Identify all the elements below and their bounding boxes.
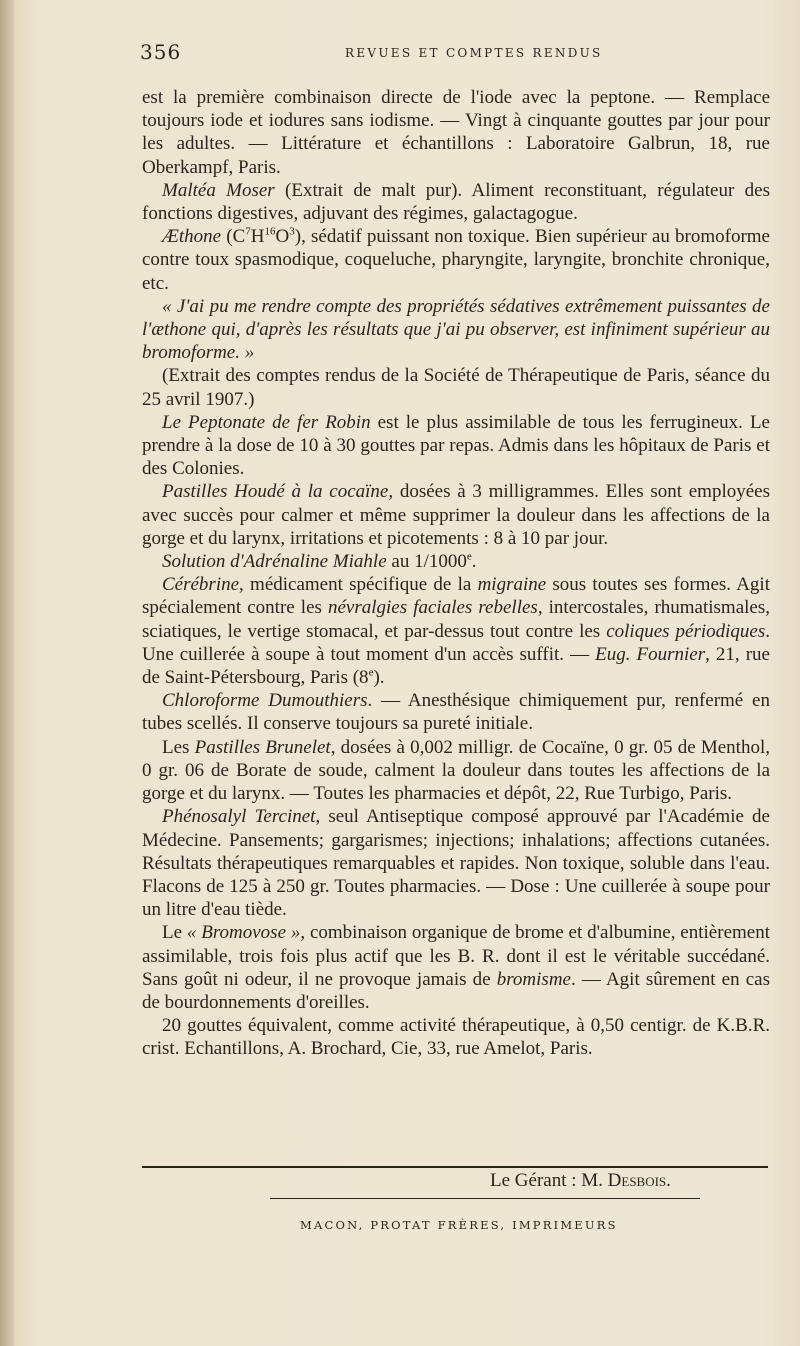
product-name: Pastilles Houdé à la cocaïne [162, 481, 389, 503]
paragraph-maltea: Maltéa Moser (Extrait de malt pur). Aliment reconstituant, régulateur des fonctions digestives, adjuvant des régimes, galactagogue. [142, 179, 770, 225]
binding-edge-shadow [0, 0, 14, 1346]
paragraph-chloroforme: Chloroforme Dumouthiers. — Anesthésique chimiquement pur, renfermé en tubes scellés. Il conserve toujours sa pureté initiale. [142, 690, 770, 735]
page-header [0, 40, 800, 66]
paragraph-source: (Extrait des comptes rendus de la Société de Thérapeutique de Paris, séance du 25 avril 1907.) [142, 365, 770, 410]
running-head: REVUES ET COMPTES RENDUS [345, 46, 603, 60]
paragraph-dosage: 20 gouttes équivalent, comme activité thérapeutique, à 0,50 centigr. de K.B.R. crist. Echantillons, A. Brochard, Cie, 33, rue Amelot, Paris. [142, 1015, 770, 1060]
printer-rule [270, 1198, 700, 1199]
paragraph-quote: « J'ai pu me rendre compte des propriétés sédatives extrêmement puissantes de l'æthone qui, d'après les résultats que j'ai pu observer, est infiniment supérieur au bromoforme. » [142, 295, 770, 364]
page-number: 356 [140, 40, 182, 64]
product-name: « Bromovose » [186, 922, 301, 944]
product-name: Maltéa Moser [162, 179, 275, 201]
product-name: Solution d'Adrénaline Miahle [162, 551, 387, 573]
product-name: Pastilles Brunelet [194, 736, 331, 758]
printer-imprint: MACON, PROTAT FRÈRES, IMPRIMEURS [300, 1218, 618, 1232]
paragraph-pastilles-houde: Pastilles Houdé à la cocaïne, dosées à 3 milligrammes. Elles sont employées avec succès pour calmer et même supprimer la douleur dans les affections de la gorge et du larynx, irritations et picotements : 8 à 10 par jour. [142, 481, 770, 549]
paragraph-peptonate: Le Peptonate de fer Robin est le plus assimilable de tous les ferrugineux. Le prendre à la dose de 10 à 30 gouttes par repas. Admis dans les hôpitaux de Paris et des Colonies. [142, 411, 770, 480]
product-name: Phénosalyl Tercinet [162, 806, 316, 828]
gerant-signature: Le Gérant : M. Desbois. [490, 1170, 671, 1191]
product-name: Cérébrine [162, 574, 240, 596]
product-name: Le Peptonate de fer Robin [162, 411, 371, 433]
paragraph-cerebrine: Cérébrine, médicament spécifique de la migraine sous toutes ses formes. Agit spécialement contre les névralgies faciales rebelles, intercostales, rhumatismales, sciatiques, le vertige stomacal, et par-dessus tout contre les coliques périodiques. Une cuillerée à soupe à tout moment d'un accès suffit. — Eug. Fournier, 21, rue de Saint-Pétersbourg, Paris (8e). [142, 574, 770, 689]
body-text [142, 86, 770, 1061]
product-name: Chloroforme Dumouthiers [162, 690, 368, 712]
product-name: Æthone [162, 226, 222, 248]
paragraph-peptone: est la première combinaison directe de l'iode avec la peptone. — Remplace toujours iode et iodures sans iodisme. — Vingt à cinquante gouttes par jour pour les adultes. — Littérature et échantillons : Laboratoire Galbrun, 18, rue Oberkampf, Paris. [142, 87, 770, 178]
footer-rule [142, 1166, 768, 1168]
paragraph-aethone: Æthone $(C^7H^{16}O^3)$, sédatif puissant non toxique. Bien supérieur au bromoforme contre toux spasmodique, coqueluche, pharyngite, laryngite, bronchite chronique, etc. [142, 225, 770, 294]
paragraph-brunelet: Les Pastilles Brunelet, dosées à 0,002 milligr. de Cocaïne, 0 gr. 05 de Menthol, 0 gr. 06 de Borate de soude, calment la douleur dans toutes les affections de la gorge et du larynx. — Toutes les pharmacies et dépôt, 22, Rue Turbigo, Paris. [142, 736, 770, 805]
paragraph-bromovose: Le « Bromovose », combinaison organique de brome et d'albumine, entièrement assimilable, trois fois plus actif que les B. R. dont il est le véritable succédané. Sans goût ni odeur, il ne provoque jamais de bromisme. — Agit sûrement en cas de bourdonnements d'oreilles. [142, 922, 770, 1013]
paragraph-adrenaline: Solution d'Adrénaline Miahle au 1/1000e. [162, 550, 477, 573]
paragraph-phenosalyl: Phénosalyl Tercinet, seul Antiseptique composé approuvé par l'Académie de Médecine. Pansements; gargarismes; injections; inhalations; affections cutanées. Résultats thérapeutiques remarquables et rapides. Non toxique, soluble dans l'eau. Flacons de 125 à 250 gr. Toutes pharmacies. — Dose : Une cuillerée à soupe pour un litre d'eau tiède. [142, 806, 770, 921]
